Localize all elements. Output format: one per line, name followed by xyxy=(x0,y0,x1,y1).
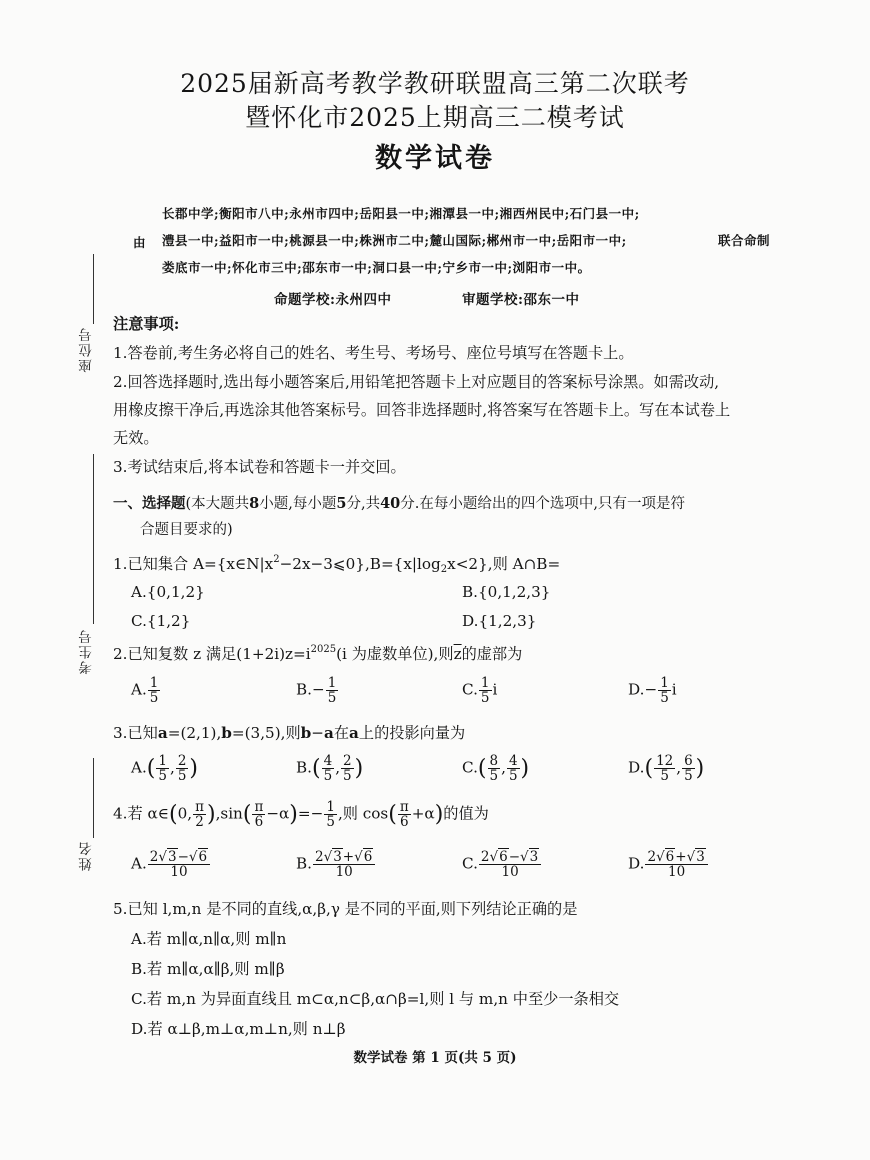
q5-option-b: B.若 m∥α,α∥β,则 m∥β xyxy=(131,960,285,978)
reviewing-school: 审题学校:邵东一中 xyxy=(462,292,580,308)
question-1-stem: 1.已知集合 $A=\{x\in N|x^2-2x-3⩽0\},B=\{x|\log_2x<2\}$,则 A∩B= xyxy=(113,554,561,575)
z-conjugate: $\overline{z}$ xyxy=(453,645,462,663)
section1-header: 一、选择题(本大题共8小题,每小题5分,共40分.在每小题给出的四个选项中,只有一项是符 xyxy=(113,495,685,512)
q5-option-a: A.若 m∥α,n∥α,则 m∥n xyxy=(131,930,287,948)
q1-option-a: A.{0,1,2} xyxy=(131,583,205,601)
q3-option-b: B.( $\frac{4}{5}$ , $\frac{2}{5}$ ) xyxy=(296,753,364,784)
note-2-line1: 2.回答选择题时,选出每小题答案后,用铅笔把答题卡上对应题目的答案标号涂黑。如需改动, xyxy=(113,373,720,391)
exam-title-line1: 2025届新高考教学教研联盟高三第二次联考 xyxy=(180,69,690,98)
q4-option-b: B. $\frac{2√3+√6}{10}$ xyxy=(296,850,376,879)
q3-option-c: C.( $\frac{8}{5}$ , $\frac{4}{5}$ ) xyxy=(462,753,530,784)
note-2-line2: 用橡皮擦干净后,再选涂其他答案标号。回答非选择题时,将答案写在答题卡上。写在本试卷上 xyxy=(113,401,731,419)
schools-line1: 长郡中学;衡阳市八中;永州市四中;岳阳县一中;湘潭县一中;湘西州民中;石门县一中; xyxy=(162,206,640,221)
page-footer: 数学试卷 第 1 页(共 5 页) xyxy=(353,1050,517,1066)
question-2-stem: 2.已知复数 z 满足$(1+2i)z=i^{2025}(i$ 为虚数单位),则$\overline{z}$的虚部为 xyxy=(113,644,523,663)
question-4-stem: 4.若 α∈(0, $\frac{\pi}{2}$ ),sin( $\frac{\pi}{6}$ −α)=− $\frac{1}{5}$ ,则 cos( $\frac{\pi}{6}$ +α)的值为 xyxy=(113,799,489,830)
q2-option-d: D.− $\frac{1}{5}$ i xyxy=(628,675,677,706)
q1-option-c: C.{1,2} xyxy=(131,612,191,630)
q5-option-d: D.若 α⊥β,m⊥α,m⊥n,则 n⊥β xyxy=(131,1020,346,1038)
q2-option-b: B.− $\frac{1}{5}$ xyxy=(296,675,337,706)
seat-label: 座位号 xyxy=(79,326,95,373)
seat-line xyxy=(93,254,94,324)
question-5-stem: 5.已知 l,m,n 是不同的直线,α,β,γ 是不同的平面,则下列结论正确的是 xyxy=(113,900,578,918)
name-label: 姓名 xyxy=(79,840,95,871)
section1-name: 一、选择题 xyxy=(113,495,186,512)
q3-option-d: D.( $\frac{12}{5}$ , $\frac{6}{5}$ ) xyxy=(628,753,705,784)
section1-total: 40 xyxy=(380,495,401,512)
q5-option-c: C.若 m,n 为异面直线且 m⊂α,n⊂β,α∩β=l,则 l 与 m,n 中至少一条相交 xyxy=(131,990,620,1008)
q3-option-a: A.( $\frac{1}{5}$ , $\frac{2}{5}$ ) xyxy=(131,753,198,784)
q4-option-a: A. $\frac{2√3-√6}{10}$ xyxy=(131,850,211,879)
schools-suffix: 联合命制 xyxy=(718,233,771,248)
q1-option-b: B.{0,1,2,3} xyxy=(462,583,551,601)
q4-option-c: C. $\frac{2√6-√3}{10}$ xyxy=(462,850,542,879)
exam-title-line2: 暨怀化市2025上期高三二模考试 xyxy=(245,103,625,132)
schools-line3: 娄底市一中;怀化市三中;邵东市一中;洞口县一中;宁乡市一中;浏阳市一中。 xyxy=(162,260,591,275)
section1-count: 8 xyxy=(249,495,260,512)
note-2-line3: 无效。 xyxy=(113,429,159,447)
note-1: 1.答卷前,考生务必将自己的姓名、考生号、考场号、座位号填写在答题卡上。 xyxy=(113,344,634,362)
question-3-stem: 3.已知a=(2,1),b=(3,5),则b−a在a上的投影向量为 xyxy=(113,724,466,742)
schools-line2: 澧县一中;益阳市一中;桃源县一中;株洲市二中;麓山国际;郴州市一中;岳阳市一中; xyxy=(162,233,627,248)
schools-prefix: 由 xyxy=(133,235,147,250)
exam-subject-title: 数学试卷 xyxy=(375,143,495,174)
name-line xyxy=(93,758,94,838)
q4-option-d: D. $\frac{2√6+√3}{10}$ xyxy=(628,850,709,879)
notes-heading: 注意事项: xyxy=(113,315,180,333)
section1-each: 5 xyxy=(336,495,347,512)
q2-option-c: C. $\frac{1}{5}$ i xyxy=(462,675,498,706)
exam-number-label: 考生号 xyxy=(79,628,95,675)
note-3: 3.考试结束后,将本试卷和答题卡一并交回。 xyxy=(113,458,406,476)
q2-option-a: A. $\frac{1}{5}$ xyxy=(131,675,159,706)
exam-number-line xyxy=(93,454,94,624)
section1-header-line2: 合题目要求的) xyxy=(140,522,233,538)
proposing-school: 命题学校:永州四中 xyxy=(274,292,392,308)
q1-option-d: D.{1,2,3} xyxy=(462,612,537,630)
